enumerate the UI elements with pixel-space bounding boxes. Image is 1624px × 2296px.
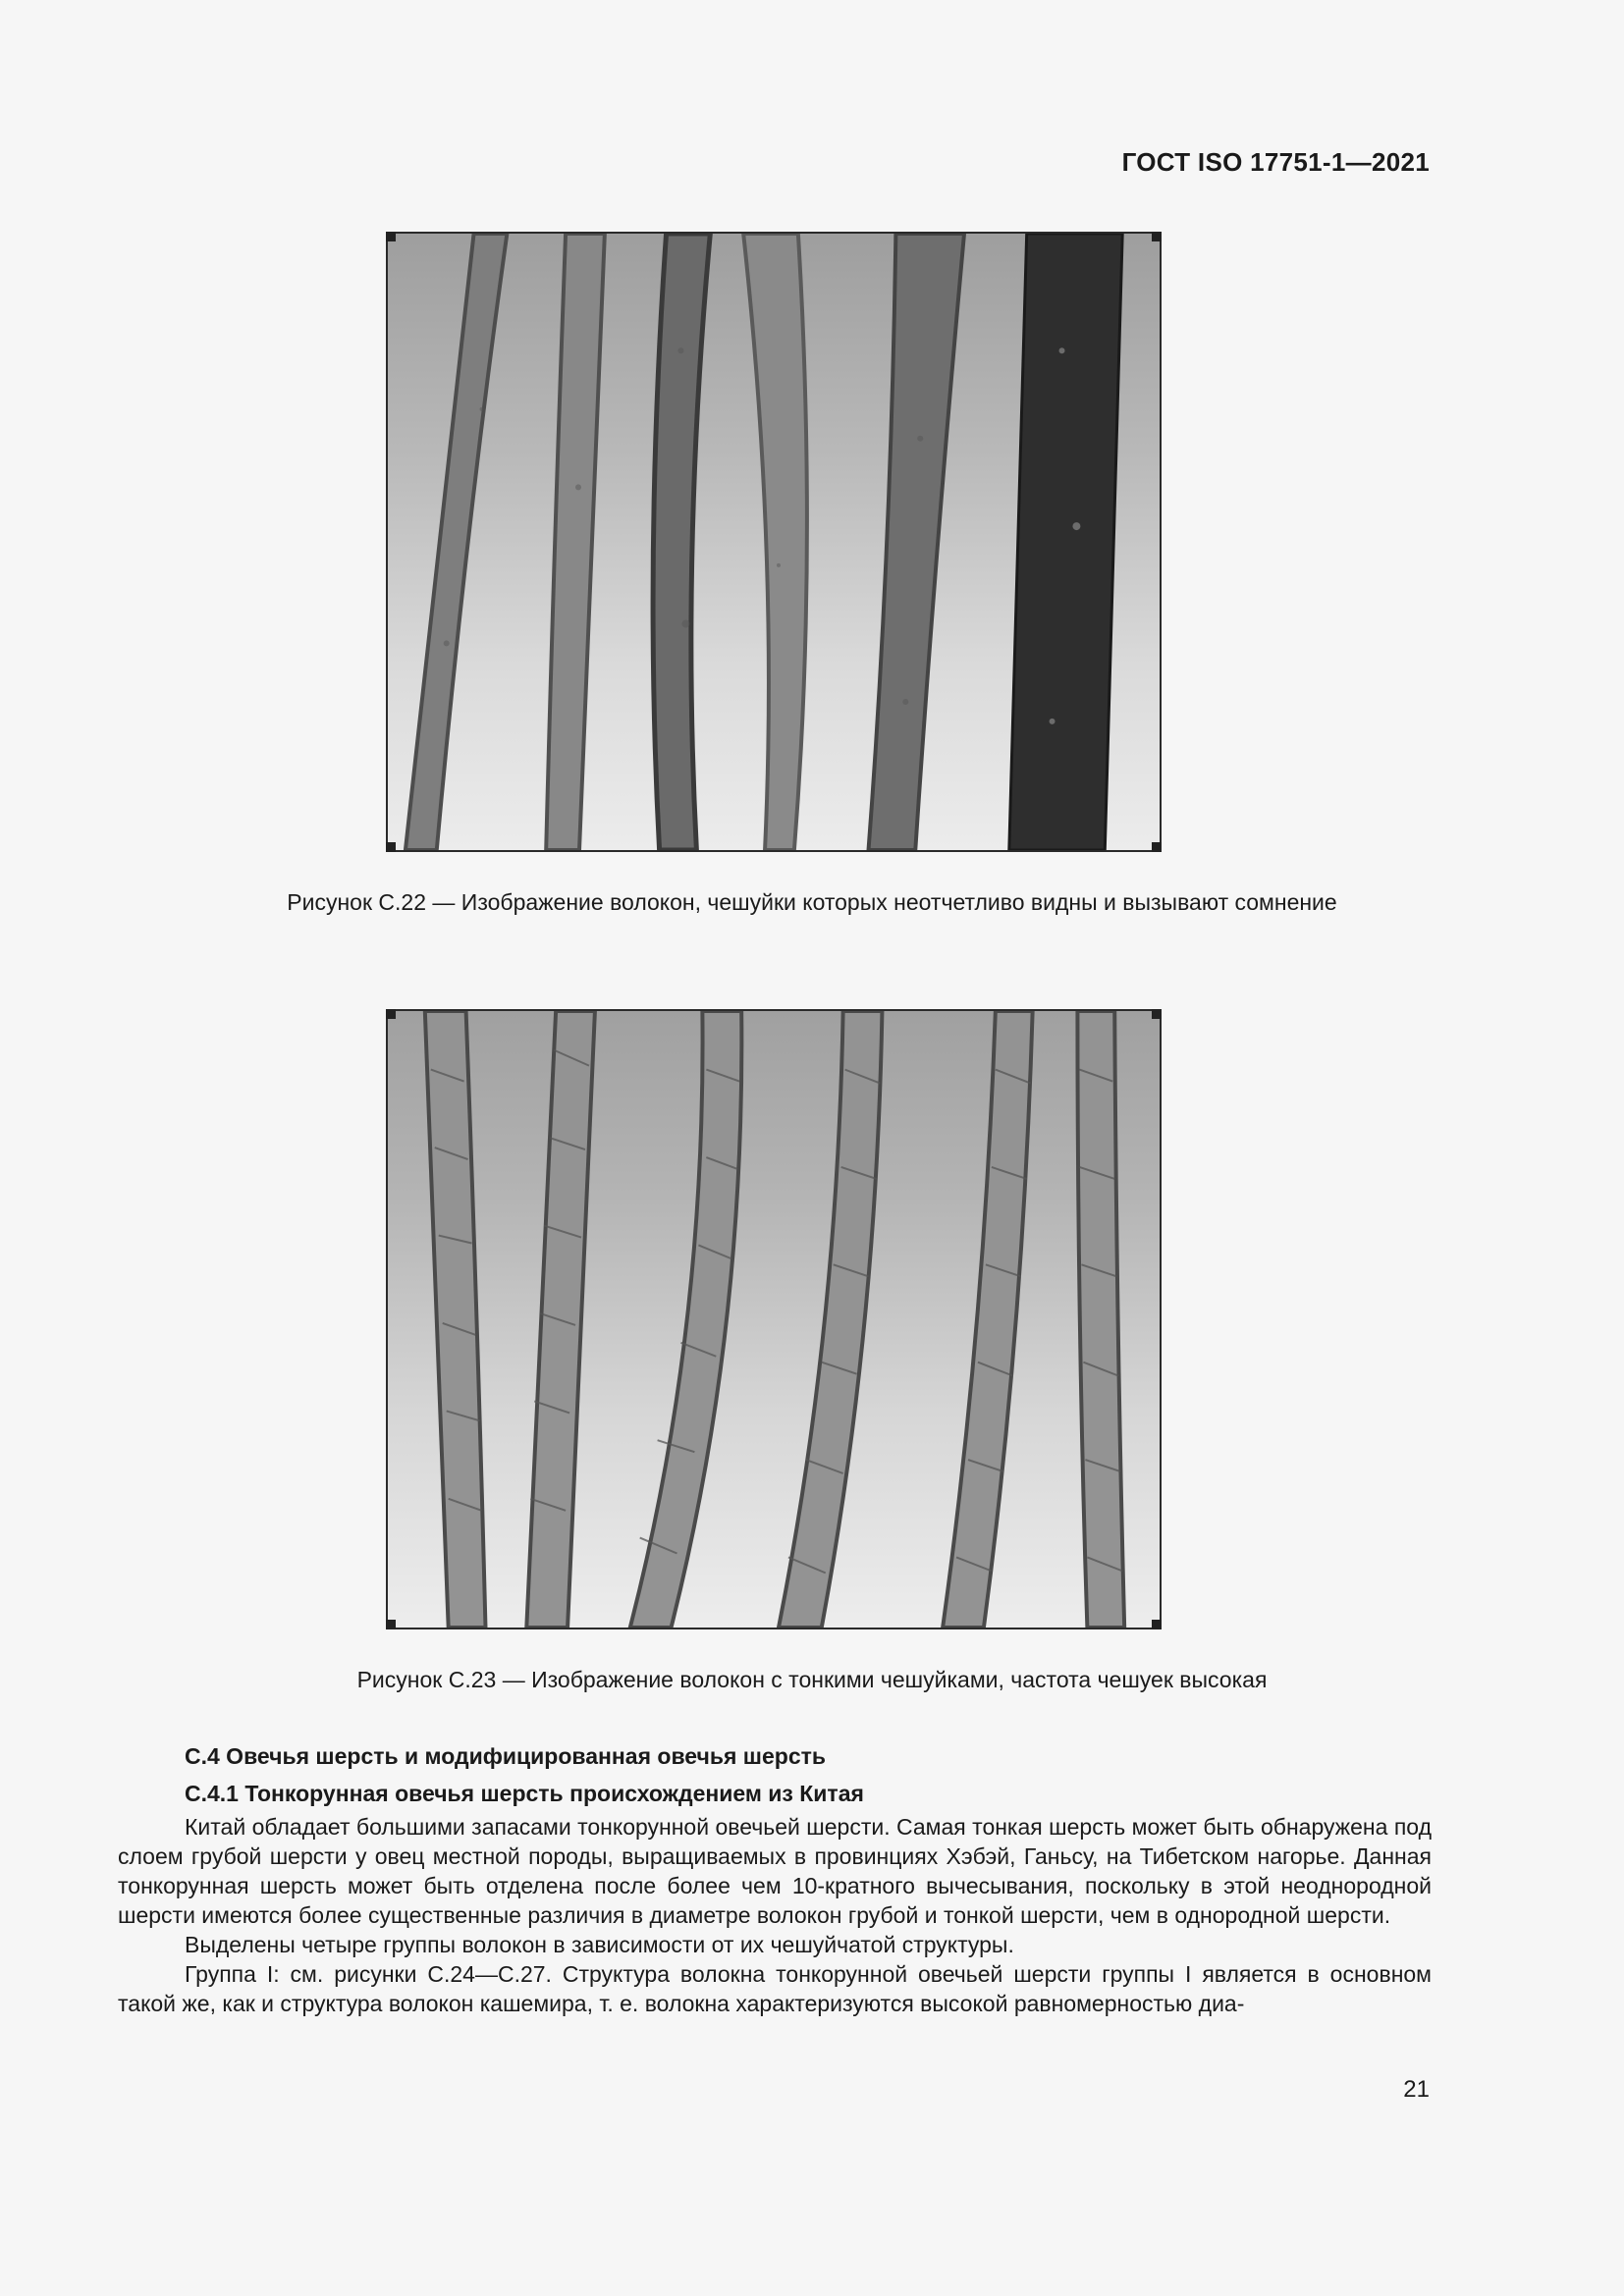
fiber-image-c22 [388,234,1160,850]
page-number: 21 [1403,2076,1430,2103]
paragraph: Китай обладает большими запасами тонкорунной овечьей шерсти. Самая тонкая шерсть может быть обнаружена под слоем грубой шерсти у овец местной породы, выращиваемых в провинциях Хэбэй, Ганьсу, на Тибетском нагорье. Данная тонкорунная шерсть может быть отделена после более чем 10-кратного вычесывания, поскольку в этой неоднородной шерсти имеются более существенные различия в диаметре волокон грубой и тонкой шерсти, чем в однородной шерсти. [118,1814,1432,1928]
figure-c23-caption: Рисунок С.23 — Изображение волокон с тонкими чешуйками, частота чешуек высокая [356,1667,1268,1692]
paragraph: Выделены четыре группы волокон в зависимости от их чешуйчатой структуры. [185,1932,1014,1957]
figure-c22-caption: Рисунок С.22 — Изображение волокон, чешуйки которых неотчетливо видны и вызывают сомнение [287,889,1337,915]
document-header: ГОСТ ISO 17751-1—2021 [1121,147,1430,177]
figure-c22-micrograph [386,232,1162,852]
section-c4 [118,1741,1432,2018]
section-heading: С.4 Овечья шерсть и модифицированная овечья шерсть [185,1743,827,1769]
section-subheading: С.4.1 Тонкорунная овечья шерсть происхождением из Китая [185,1781,864,1806]
fiber-image-c23 [388,1011,1160,1628]
figure-c23-micrograph [386,1009,1162,1629]
paragraph: Группа I: см. рисунки С.24—С.27. Структура волокна тонкорунной овечьей шерсти группы I является в основном такой же, как и структура волокон кашемира, т. е. волокна характеризуются высокой равномерностью диа- [118,1961,1432,2016]
